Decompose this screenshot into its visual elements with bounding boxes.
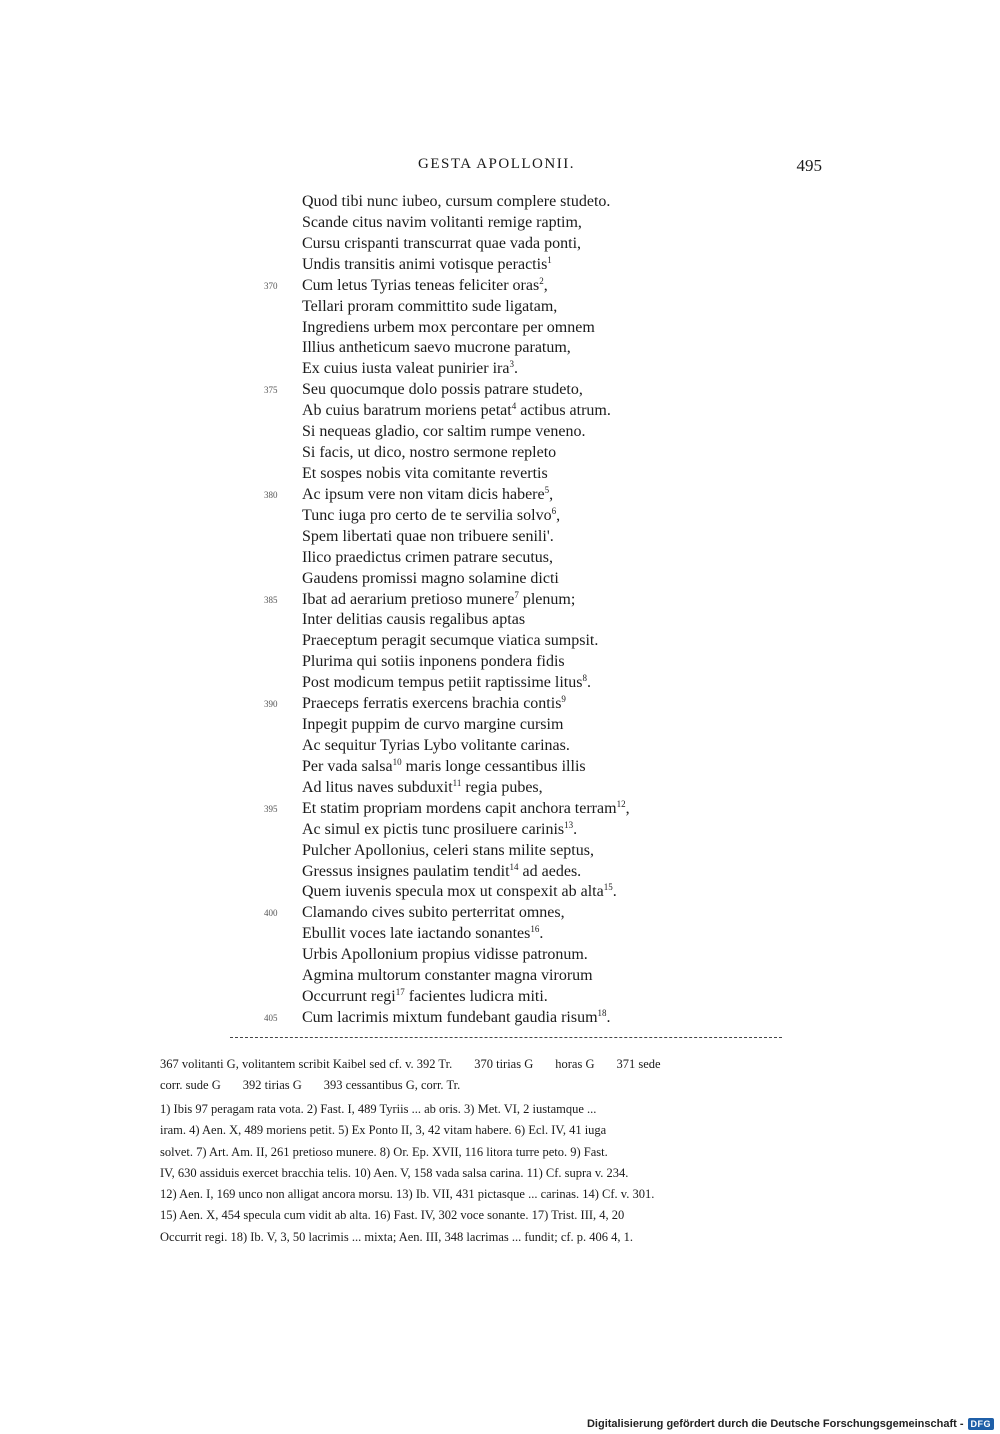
footnote-line: 1) Ibis 97 peragam rata vota. 2) Fast. I, 489 Tyriis ... ab oris. 3) Met. VI, 2 iustamque ...: [160, 1102, 597, 1116]
verse-text-tail: .: [606, 1008, 611, 1026]
verse-line: [160, 401, 840, 422]
footnote-line: Occurrit regi. 18) Ib. V, 3, 50 lacrimis ... mixta; Aen. III, 348 lacrimas ... fundit; cf. p. 406 4, 1.: [160, 1229, 634, 1244]
verse-text-main: Quod tibi nunc iubeo, cursum complere studeto.: [302, 193, 611, 210]
verse-line: [160, 297, 840, 318]
verse-text: [302, 945, 588, 966]
footnote-line: 15) Aen. X, 454 specula cum vidit ab alta. 16) Fast. IV, 302 voce sonante. 17) Trist. III, 4, 20: [160, 1208, 625, 1223]
verse-text: [302, 841, 594, 862]
verse-text-main: Ac sequitur Tyrias Lybo volitante carinas.: [302, 736, 570, 754]
verse-text-tail: ad aedes.: [518, 862, 582, 880]
footnote-marker: 13: [564, 819, 574, 830]
verse-line: [160, 506, 840, 527]
apparatus-entry: corr. sude G: [160, 1078, 221, 1092]
verse-text: [302, 778, 543, 799]
footnote-marker: 16: [530, 924, 540, 935]
verse-line: [160, 569, 840, 590]
verse-text-tail: ,: [549, 485, 554, 503]
verse-line: [160, 359, 840, 380]
verse-line: [160, 799, 840, 820]
line-number: 375: [264, 385, 278, 396]
verse-line: [160, 610, 840, 631]
verse-text: [302, 297, 557, 318]
verse-text-main: Ilico praedictus crimen patrare secutus,: [302, 548, 553, 566]
verse-text-main: Scande citus navim volitanti remige raptim,: [302, 213, 582, 231]
verse-text-main: Gaudens promissi magno solamine dicti: [302, 569, 559, 587]
verse-line: [160, 276, 840, 297]
verse-text: [302, 192, 610, 213]
verse-text-main: Tellari proram committito sude ligatam,: [302, 297, 558, 315]
footnote-marker: 15: [603, 882, 613, 893]
verse-line: [160, 652, 840, 673]
poem-verses: [160, 192, 840, 1029]
verse-text-main: Tunc iuga pro certo de te servilia solvo: [302, 506, 552, 524]
verse-line: [160, 778, 840, 799]
verse-line: [160, 841, 840, 862]
verse-text-tail: plenum;: [518, 590, 576, 608]
verse-text-tail: ,: [625, 799, 630, 817]
verse-line: [160, 903, 840, 924]
verse-text: [302, 757, 586, 778]
verse-text: [302, 882, 617, 903]
verse-text: [302, 255, 552, 276]
verse-line: [160, 255, 840, 276]
verse-text-main: Inter delitias causis regalibus aptas: [302, 611, 526, 629]
verse-text: [302, 485, 553, 506]
footnote-marker: 1: [547, 254, 552, 265]
footnote-marker: 3: [509, 359, 514, 370]
line-number: 370: [264, 280, 278, 291]
verse-line: [160, 548, 840, 569]
verse-text-main: Cursu crispanti transcurrat quae vada ponti,: [302, 234, 582, 252]
verse-line: [160, 966, 840, 987]
apparatus-entry: 393 cessantibus G, corr. Tr.: [323, 1078, 461, 1092]
verse-text-tail: maris longe cessantibus illis: [401, 757, 586, 775]
verse-line: [160, 213, 840, 234]
verse-text: [302, 715, 563, 736]
verse-line: [160, 443, 840, 464]
verse-text-tail: .: [612, 883, 617, 901]
verse-text: [302, 548, 553, 569]
verse-text-tail: actibus atrum.: [516, 402, 611, 420]
verse-text: [302, 527, 554, 548]
verse-text-main: Si facis, ut dico, nostro sermone repleto: [302, 444, 557, 462]
verse-text: [302, 924, 543, 945]
verse-line: [160, 318, 840, 339]
line-number: 385: [264, 594, 278, 605]
apparatus-entry: 371 sede: [616, 1057, 661, 1071]
verse-text: [302, 506, 560, 527]
verse-text: [302, 966, 593, 987]
verse-text-main: Praeceptum peragit secumque viatica sumpsit.: [302, 632, 599, 650]
verse-text-main: Pulcher Apollonius, celeri stans milite septus,: [302, 841, 594, 859]
verse-text-main: Ad litus naves subduxit: [302, 778, 453, 796]
verse-text-main: Inpegit puppim de curvo margine cursim: [302, 716, 564, 734]
apparatus-entry: 370 tirias G: [474, 1057, 534, 1071]
verse-text: [302, 213, 582, 234]
verse-text-main: Ex cuius iusta valeat punirier ira: [302, 360, 510, 378]
verse-line: [160, 736, 840, 757]
footnote-line: IV, 630 assiduis exercet bracchia telis. 10) Aen. V, 158 vada salsa carina. 11) Cf. supra v. 234.: [160, 1165, 629, 1180]
verse-text-tail: facientes ludicra miti.: [404, 988, 548, 1006]
verse-text: [302, 422, 585, 443]
verse-line: [160, 715, 840, 736]
apparatus-entry: horas G: [555, 1057, 595, 1071]
verse-text: [302, 318, 595, 339]
verse-line: [160, 192, 840, 213]
verse-line: [160, 380, 840, 401]
verse-text: [302, 234, 581, 255]
footnote-marker: 12: [616, 798, 626, 809]
verse-text: [302, 359, 518, 380]
verse-line: [160, 485, 840, 506]
verse-line: [160, 464, 840, 485]
verse-text-main: Seu quocumque dolo possis patrare studeto,: [302, 381, 583, 399]
verse-text-main: Undis transitis animi votisque peractis: [302, 255, 548, 273]
credit-text: Digitalisierung gefördert durch die Deutsche Forschungsgemeinschaft -: [586, 1418, 964, 1430]
verse-text: [302, 610, 525, 631]
verse-text-main: Ac ipsum vere non vitam dicis habere: [302, 485, 545, 503]
verse-text: [302, 987, 548, 1008]
verse-text-main: Et sospes nobis vita comitante revertis: [302, 464, 548, 482]
footnote-marker: 7: [514, 589, 519, 600]
verse-text-tail: .: [573, 820, 578, 838]
footnote-separator: [230, 1037, 782, 1038]
verse-text-main: Plurima qui sotiis inponens pondera fidis: [302, 653, 565, 671]
verse-line: [160, 862, 840, 883]
footnote-marker: 8: [582, 673, 587, 684]
footnote-marker: 10: [392, 756, 402, 767]
verse-text-main: Per vada salsa: [302, 757, 393, 775]
verse-text: [302, 464, 548, 485]
verse-text-tail: regia pubes,: [461, 778, 543, 796]
verse-text: [302, 276, 548, 297]
footnote-marker: 6: [551, 505, 557, 516]
verse-text: [302, 820, 577, 841]
verse-text-main: Et statim propriam mordens capit anchora terram: [302, 799, 617, 817]
verse-text: [302, 1008, 611, 1029]
verse-line: [160, 338, 840, 359]
page-number: 495: [796, 156, 822, 175]
verse-text-main: Ibat ad aerarium pretioso munere: [302, 590, 515, 608]
apparatus-row: [160, 1075, 830, 1096]
verse-text: [302, 903, 565, 924]
line-number: 405: [264, 1012, 278, 1023]
verse-text-tail: ,: [556, 506, 561, 524]
verse-text-main: Quem iuvenis specula mox ut conspexit ab alta: [302, 883, 604, 901]
apparatus-entry: 392 tirias G: [242, 1078, 302, 1092]
verse-line: [160, 820, 840, 841]
footnote-marker: 5: [544, 484, 550, 495]
verse-line: [160, 694, 840, 715]
footnote-marker: 4: [511, 401, 517, 412]
verse-line: [160, 945, 840, 966]
verse-text-main: Occurrunt regi: [302, 988, 396, 1006]
verse-text-tail: ,: [543, 276, 548, 294]
verse-text-main: Post modicum tempus petiit raptissime litus: [302, 674, 583, 692]
verse-line: [160, 1008, 840, 1029]
line-number: 390: [264, 699, 278, 710]
footnote-marker: 2: [539, 275, 544, 286]
verse-text-main: Ebullit voces late iactando sonantes: [302, 925, 531, 943]
verse-line: [160, 987, 840, 1008]
line-number: 395: [264, 803, 278, 814]
verse-text: [302, 590, 575, 611]
verse-line: [160, 631, 840, 652]
verse-text-main: Urbis Apollonium propius vidisse patronum.: [302, 946, 588, 964]
verse-text-main: Ab cuius baratrum moriens petat: [302, 402, 512, 420]
verse-text-main: Ac simul ex pictis tunc prosiluere carinis: [302, 820, 565, 838]
footnote-marker: 18: [597, 1007, 607, 1018]
apparatus-row: [160, 1054, 830, 1075]
verse-text: [302, 338, 571, 359]
footnote-marker: 17: [395, 987, 405, 998]
verse-text: [302, 652, 565, 673]
footnote-line: iram. 4) Aen. X, 489 moriens petit. 5) Ex Ponto II, 3, 42 vitam habere. 6) Ecl. IV, 41 iuga: [160, 1123, 607, 1138]
verse-text: [302, 569, 559, 590]
verse-text: [302, 736, 570, 757]
verse-line: [160, 590, 840, 611]
footnote-line: solvet. 7) Art. Am. II, 261 pretioso munere. 8) Or. Ep. XVII, 116 litora turre peto. 9) Fast.: [160, 1144, 608, 1159]
verse-text-main: Agmina multorum constanter magna virorum: [302, 967, 593, 985]
verse-text: [302, 799, 630, 820]
verse-text-main: Praeceps ferratis exercens brachia contis: [302, 695, 562, 713]
verse-line: [160, 234, 840, 255]
footnote-line: 12) Aen. I, 169 unco non alligat ancora morsu. 13) Ib. VII, 431 pictasque ... carinas. 14) Cf. v. 301.: [160, 1187, 655, 1202]
verse-text: [302, 862, 581, 883]
verse-text-main: Cum letus Tyrias teneas feliciter oras: [302, 276, 540, 294]
verse-text-main: Illius antheticum saevo mucrone paratum,: [302, 339, 571, 357]
verse-text-main: Gressus insignes paulatim tendit: [302, 862, 510, 880]
verse-text-main: Clamando cives subito perterritat omnes,: [302, 904, 565, 922]
verse-line: [160, 924, 840, 945]
line-number: 400: [264, 908, 278, 919]
verse-line: [160, 757, 840, 778]
digitization-credit: [587, 1418, 994, 1430]
footnotes: [160, 1099, 830, 1248]
footnote-marker: 9: [561, 694, 566, 705]
verse-text: [302, 694, 566, 715]
verse-line: [160, 527, 840, 548]
verse-text: [302, 443, 556, 464]
verse-line: [160, 673, 840, 694]
verse-text-main: Cum lacrimis mixtum fundebant gaudia risum: [302, 1008, 598, 1026]
verse-text-main: Si nequeas gladio, cor saltim rumpe veneno.: [302, 423, 586, 441]
verse-text: [302, 380, 583, 401]
verse-text: [302, 673, 591, 694]
verse-text-tail: .: [539, 925, 544, 943]
verse-text-tail: .: [586, 674, 591, 692]
line-number: 380: [264, 489, 278, 500]
verse-text-main: Spem libertati quae non tribuere senili'.: [302, 527, 554, 545]
footnote-marker: 14: [509, 861, 519, 872]
footnote-marker: 11: [452, 777, 462, 788]
verse-text-tail: .: [513, 360, 518, 378]
verse-text: [302, 631, 598, 652]
apparatus-entry: 367 volitanti G, volitantem scribit Kaibel sed cf. v. 392 Tr.: [160, 1057, 453, 1071]
running-header: [160, 156, 840, 180]
page-title: GESTA APOLLONII.: [418, 156, 575, 172]
verse-text: [302, 401, 611, 422]
verse-line: [160, 882, 840, 903]
dfg-logo-icon: DFG: [968, 1418, 995, 1430]
critical-apparatus: [160, 1054, 830, 1096]
verse-text-main: Ingrediens urbem mox percontare per omnem: [302, 318, 595, 336]
verse-line: [160, 422, 840, 443]
